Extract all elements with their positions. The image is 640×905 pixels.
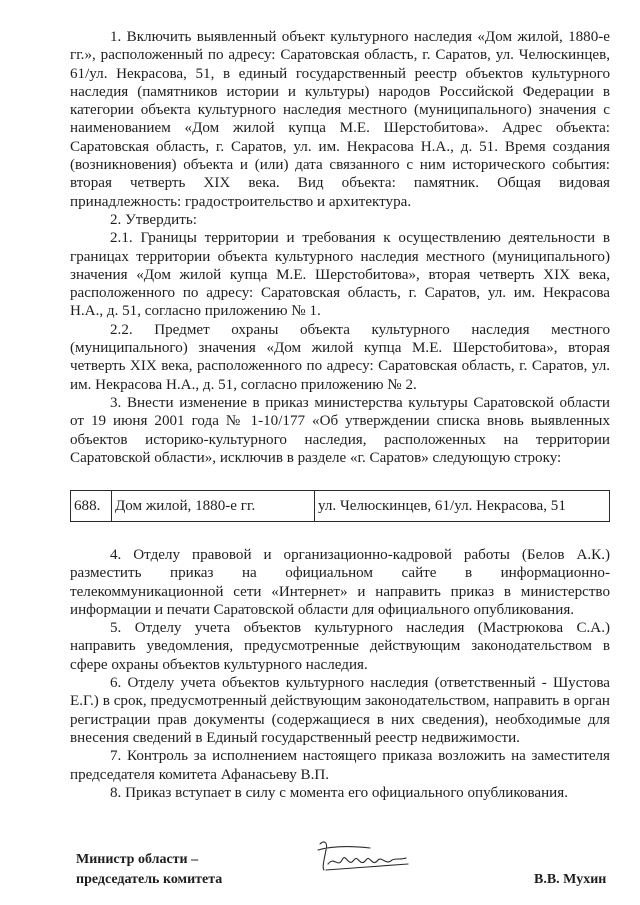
signatory-title-line-1: Министр области – [76,852,199,867]
paragraph-5: 5. Отделу учета объектов культурного наследия (Мастрюкова С.А.) направить уведомления, предусмотренные действующим законодательством в сфере охраны объектов культурного наследия. [70,620,610,673]
order-body-continued [70,546,610,802]
paragraph-6: 6. Отделу учета объектов культурного наследия (ответственный - Шустова Е.Г.) в срок, предусмотренный действующим законодательством, направить в орган регистрации прав документы (содержащиеся в них сведения), необходимые для внесения сведений в Единый государственный реестр недвижимости. [70,675,610,746]
order-body [70,28,610,467]
paragraph-7: 7. Контроль за исполнением настоящего приказа возложить на заместителя председателя комитета Афанасьеву В.П. [70,748,610,783]
row-number: 688. [71,491,112,522]
signatory-name: В.В. Мухин [534,872,607,887]
paragraph-2: 2. Утвердить: [110,211,197,228]
row-object-name: Дом жилой, 1880-е гг. [112,491,315,522]
paragraph-8: 8. Приказ вступает в силу с момента его официального опубликования. [110,784,568,801]
excluded-row-table [70,490,610,522]
table-row [71,491,610,522]
signatory-title [76,850,222,890]
paragraph-2-2: 2.2. Предмет охраны объекта культурного наследия местного (муниципального) значения «Дом жилой купца М.Е. Шерстобитова», вторая четверть XIX века, расположенного по адресу: Саратовская область, г. Саратов, ул. им. Некрасова Н.А., д. 51, согласно приложению № 2. [70,321,610,393]
row-address: ул. Челюскинцев, 61/ул. Некрасова, 51 [315,491,610,522]
paragraph-3: 3. Внести изменение в приказ министерства культуры Саратовской области от 19 июня 2001 года № 1-10/177 «Об утверждении списка вновь выявленных объектов историко-культурного наследия, расположенных на территории Саратовской области», исключив в разделе «г. Саратов» следующую строку: [70,394,610,466]
table [70,490,610,522]
paragraph-1: 1. Включить выявленный объект культурного наследия «Дом жилой, 1880-е гг.», расположенный по адресу: Саратовская область, г. Саратов, ул. Челюскинцев, 61/ул. Некрасова, 51, в единый государственный реестр объектов культурного наследия (памятников истории и культуры) народов Российской Федерации в категории объекта культурного наследия местного (муниципального) значения с наименованием «Дом жилой купца М.Е. Шерстобитова». Адрес объекта: Саратовская область, г. Саратов, ул. им. Некрасова Н.А., д. 51. Время создания (возникновения) объекта и (или) дата связанного с ним исторического события: вторая четверть XIX века. Вид объекта: памятник. Общая видовая принадлежность: градостроительство и архитектура. [70,29,610,210]
signatory-title-line-2: председатель комитета [76,872,223,887]
paragraph-4: 4. Отделу правовой и организационно-кадровой работы (Белов А.К.) разместить приказ на официальном сайте в информационно-телекоммуникационной сети «Интернет» и направить приказ в министерство информации и печати Саратовской области для официального опубликования. [70,547,610,618]
paragraph-2-1: 2.1. Границы территории и требования к осуществлению деятельности в границах территории объекта культурного наследия местного (муниципального) значения «Дом жилой купца М.Е. Шерстобитова», вторая четверть XIX века, расположенного по адресу: Саратовская область, г. Саратов, ул. им. Некрасова Н.А., д. 51, согласно приложению № 1. [70,230,610,320]
handwritten-signature-icon [312,838,412,874]
